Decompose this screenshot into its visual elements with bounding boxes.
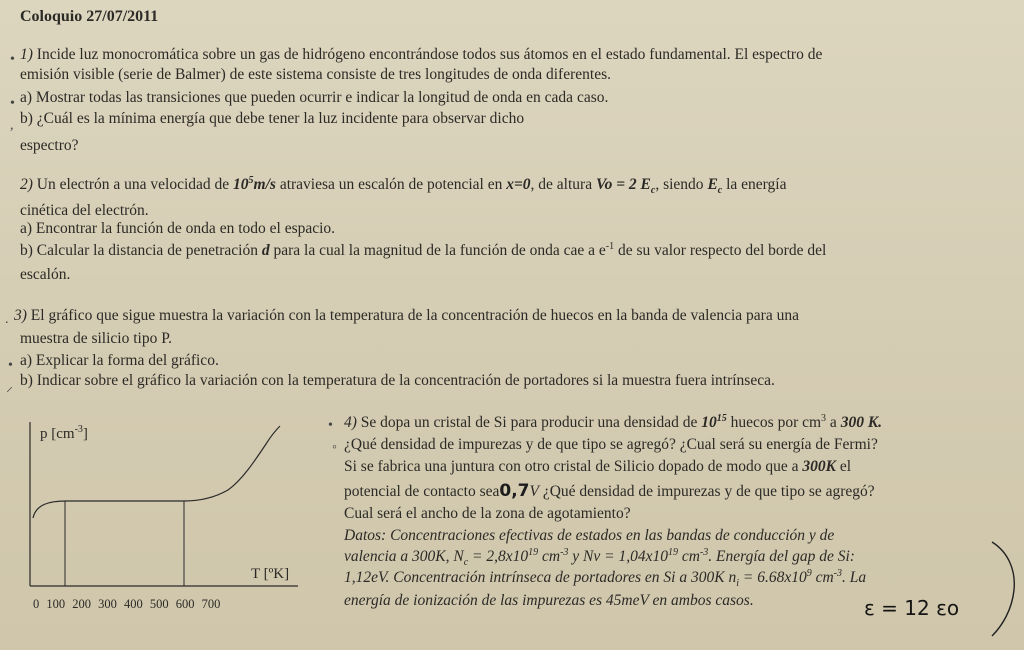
q4-text: potencial de contacto sea	[344, 483, 500, 500]
q4-data-text: = 6.68x10	[738, 569, 807, 586]
margin-mark: ,	[10, 118, 14, 133]
q2-ec-sub: c	[717, 185, 723, 197]
q4-data-exp: -3	[833, 567, 842, 579]
q4-number: 4)	[344, 414, 357, 431]
q2-text: la energía	[722, 176, 787, 193]
q3-item-b: b) Indicar sobre el gráfico la variación con la temperatura de la concentración de portadores si la muestra fuera intrínseca.	[20, 372, 775, 389]
q4-data-exp: -3	[699, 546, 709, 558]
q4-line-2: ¿Qué densidad de impurezas y de que tipo se agregó? ¿Cual será su energía de Fermi?	[344, 436, 878, 453]
q4-data-exp: 19	[528, 546, 539, 558]
q4-data-exp: -3	[560, 546, 569, 558]
q2-x0: x=0	[506, 176, 531, 193]
q4-text: a	[826, 414, 841, 431]
q4-data-2	[344, 546, 855, 569]
q4-line-5: Cual será el ancho de la zona de agotamiento?	[344, 505, 631, 522]
q2-velocity-exp: 5	[248, 174, 254, 186]
q4-data-text: y Nv = 1,04x10	[568, 548, 668, 565]
ylabel-end: ]	[82, 426, 88, 442]
q3-line-1	[14, 307, 799, 325]
q4-temp: 300K	[802, 458, 837, 475]
margin-mark: .	[5, 312, 9, 327]
q4-data-text: cm	[677, 548, 700, 565]
q2-vo: Vo = 2 E	[595, 176, 651, 193]
q4-data-1: Datos: Concentraciones efectivas de estados en las bandas de conducción y de	[344, 527, 835, 544]
margin-mark: ◦	[332, 440, 337, 455]
margin-mark: •	[328, 418, 333, 433]
q2-b-text: de su valor respecto del borde del	[614, 242, 827, 259]
q4-data-text: valencia a 300K, N	[344, 548, 464, 565]
margin-mark: •	[8, 358, 13, 373]
margin-mark: ⸝	[6, 380, 13, 395]
q2-ec: E	[707, 176, 718, 193]
handwritten-bracket	[990, 540, 1020, 640]
q2-d: d	[261, 242, 270, 259]
chart-x-label: T [ºK]	[251, 566, 290, 582]
q2-b-text: b) Calcular la distancia de penetración	[20, 242, 262, 259]
q2-text: atraviesa un escalón de potencial en	[275, 176, 507, 193]
q4-data-sub: c	[463, 557, 469, 569]
ylabel-text: p [cm	[40, 426, 75, 442]
q2-b-exp: -1	[605, 240, 615, 252]
bracket-stroke	[992, 542, 1014, 636]
q4-text: Se dopa un cristal de Si para producir una densidad de	[356, 414, 702, 431]
q2-number: 2)	[20, 176, 33, 193]
q2-velocity-unit: m/s	[253, 176, 276, 193]
q2-item-b-2: escalón.	[20, 266, 71, 283]
q4-volt-unit: V	[529, 483, 539, 500]
q2-text: , siendo	[655, 176, 708, 193]
q4-data-text: cm	[811, 569, 834, 586]
q4-line-3	[344, 458, 851, 476]
q4-density-exp: 15	[716, 412, 727, 424]
q2-text: , de altura	[530, 176, 596, 193]
q4-text: ¿Qué densidad de impurezas y de que tipo se agregó?	[538, 483, 875, 500]
margin-mark: •	[10, 96, 15, 111]
q2-line-1	[20, 174, 787, 197]
q2-line-2: cinética del electrón.	[20, 202, 149, 219]
q1-item-b-1: b) ¿Cuál es la mínima energía que debe tener la luz incidente para observar dicho	[20, 110, 525, 127]
q3-text-1: El gráfico que sigue muestra la variación con la temperatura de la concentración de huecos en la banda de valencia para una	[26, 307, 799, 324]
q4-line-1	[344, 414, 882, 432]
q4-unit-exp: 3	[821, 412, 827, 424]
q4-text: el	[836, 458, 852, 475]
q3-line-2: muestra de silicio tipo P.	[20, 330, 172, 347]
margin-mark: •	[10, 52, 15, 67]
ylabel-exp: -3	[74, 424, 83, 435]
q2-vo-sub: c	[650, 185, 656, 197]
q1-item-a: a) Mostrar todas las transiciones que pueden ocurrir e indicar la longitud de onda en cada caso.	[20, 89, 609, 106]
q4-data-4: energía de ionización de las impurezas es 45meV en ambos casos.	[344, 592, 754, 609]
q2-velocity: 10	[233, 176, 249, 193]
q3-item-a: a) Explicar la forma del gráfico.	[20, 352, 219, 369]
q4-density: 10	[701, 414, 717, 431]
q4-temp: 300 K.	[840, 414, 883, 431]
q1-line-2: emisión visible (serie de Balmer) de este sistema consiste de tres longitudes de onda diferentes.	[20, 66, 611, 83]
q3-number: 3)	[14, 307, 27, 324]
q4-data-3	[344, 567, 867, 590]
permittivity-annotation: ε = 12 εo	[864, 596, 960, 620]
q1-text-1: Incide luz monocromática sobre un gas de hidrógeno encontrándose todos sus átomos en el estado fundamental. El espectro de	[32, 46, 823, 63]
chart-y-label	[40, 426, 88, 443]
q4-data-text: . La	[842, 569, 867, 586]
q1-line-1	[20, 46, 822, 64]
q4-data-text: = 2,8x10	[468, 548, 529, 565]
q2-item-b-1	[20, 242, 826, 260]
q4-data-text: cm	[538, 548, 561, 565]
q1-item-b-2: espectro?	[20, 137, 79, 154]
q4-handwritten-value: 0,7	[499, 481, 530, 501]
q4-text: Si se fabrica una juntura con otro cristal de Silicio dopado de modo que a	[344, 458, 803, 475]
q4-data-exp: 19	[667, 546, 678, 558]
q4-data-exp: 9	[806, 567, 812, 579]
q4-data-text: . Energía del gap de Si:	[708, 548, 855, 565]
q1-number: 1)	[20, 46, 33, 63]
q4-data-sub: i	[736, 578, 739, 590]
q2-item-a: a) Encontrar la función de onda en todo el espacio.	[20, 220, 336, 237]
exam-header: Coloquio 27/07/2011	[20, 8, 159, 25]
q4-data-text: 1,12eV. Concentración intrínseca de portadores en Si a 300K n	[344, 569, 737, 586]
chart-x-ticks: 0 100 200 300 400 500 600 700	[33, 597, 221, 611]
q4-text: huecos por cm	[726, 414, 822, 431]
q2-text: Un electrón a una velocidad de	[32, 176, 234, 193]
q4-line-4	[344, 482, 875, 501]
q2-b-text: para la cual la magnitud de la función de onda cae a e	[269, 242, 606, 259]
